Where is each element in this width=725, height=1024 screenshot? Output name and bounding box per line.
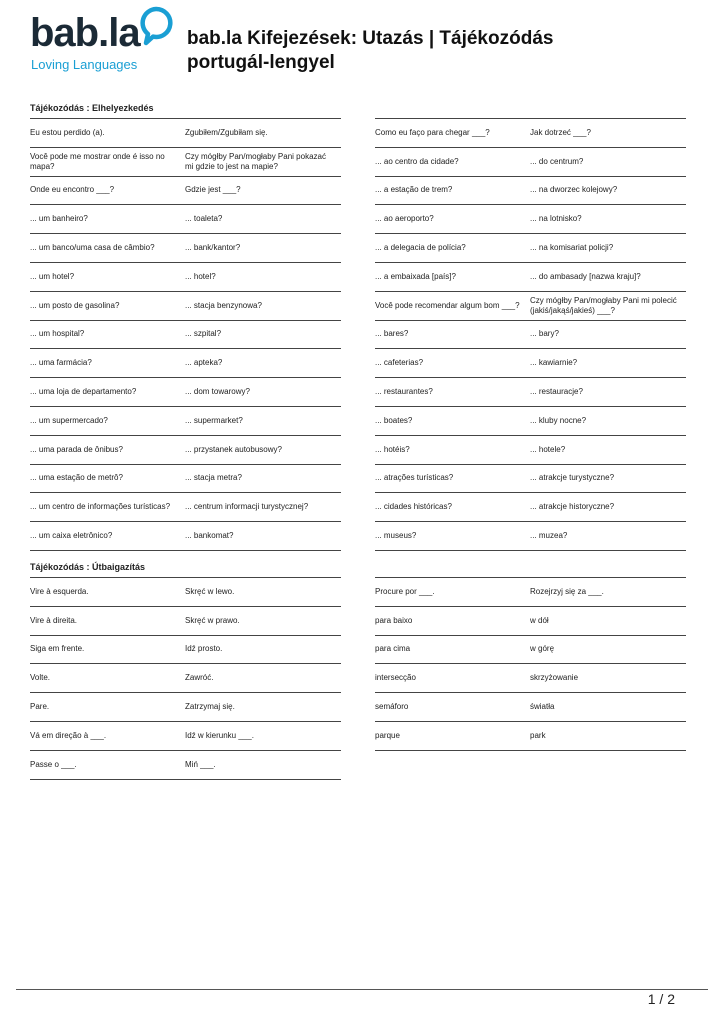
portuguese-phrase: ... ao aeroporto? <box>375 214 434 224</box>
polish-phrase: ... bary? <box>530 329 559 339</box>
polish-phrase: ... dom towarowy? <box>185 387 250 397</box>
portuguese-phrase: Siga em frente. <box>30 644 85 654</box>
portuguese-phrase: parque <box>375 730 400 740</box>
phrase-row <box>375 321 686 350</box>
portuguese-phrase: para cima <box>375 644 411 654</box>
portuguese-phrase: ... bares? <box>375 329 409 339</box>
logo-tagline: Loving Languages <box>31 57 138 72</box>
portuguese-phrase: ... um centro de informações turísticas? <box>30 502 171 512</box>
phrase-row <box>30 436 341 465</box>
title-line-2: portugál-lengyel <box>187 52 335 73</box>
portuguese-phrase: Como eu faço para chegar ___? <box>375 127 490 137</box>
phrase-row <box>30 292 341 321</box>
polish-phrase: w dół <box>530 615 549 625</box>
phrase-row <box>375 234 686 263</box>
phrase-row <box>375 722 686 751</box>
polish-phrase: ... stacja metra? <box>185 473 242 483</box>
polish-phrase: ... do centrum? <box>530 156 584 166</box>
portuguese-phrase: Você pode me mostrar onde é isso no mapa? <box>30 151 165 171</box>
polish-phrase: ... restauracje? <box>530 387 583 397</box>
portuguese-phrase: ... cidades históricas? <box>375 502 452 512</box>
phrase-row <box>30 321 341 350</box>
polish-phrase: ... do ambasady [nazwa kraju]? <box>530 271 641 281</box>
portuguese-phrase: Vire à direita. <box>30 615 77 625</box>
polish-phrase: ... apteka? <box>185 358 223 368</box>
portuguese-phrase: intersecção <box>375 673 416 683</box>
phrase-row <box>375 177 686 206</box>
phrase-row <box>30 263 341 292</box>
polish-phrase: ... na dworzec kolejowy? <box>530 185 618 195</box>
polish-phrase: ... bankomat? <box>185 531 234 541</box>
polish-phrase: Idź w kierunku ___. <box>185 730 254 740</box>
footer-divider <box>16 989 708 990</box>
phrase-row <box>375 607 686 636</box>
portuguese-phrase: ... hotéis? <box>375 444 410 454</box>
phrase-row <box>375 664 686 693</box>
polish-phrase: ... atrakcje historyczne? <box>530 502 615 512</box>
phrase-row <box>375 436 686 465</box>
polish-phrase: Skręć w lewo. <box>185 586 235 596</box>
phrase-row <box>375 407 686 436</box>
polish-phrase: ... bank/kantor? <box>185 243 241 253</box>
phrase-row <box>30 234 341 263</box>
phrase-row <box>30 148 341 177</box>
title-line-1: bab.la Kifejezések: Utazás | Tájékozódás <box>187 28 554 49</box>
portuguese-phrase: ... um banco/uma casa de câmbio? <box>30 243 155 253</box>
polish-phrase: ... szpital? <box>185 329 222 339</box>
phrase-row <box>30 465 341 494</box>
portuguese-phrase: ... a delegacia de polícia? <box>375 243 466 253</box>
polish-phrase: ... supermarket? <box>185 415 243 425</box>
polish-phrase: ... toaleta? <box>185 214 223 224</box>
portuguese-phrase: ... boates? <box>375 415 413 425</box>
portuguese-phrase: Vire à esquerda. <box>30 586 89 596</box>
phrase-row <box>375 693 686 722</box>
polish-phrase: park <box>530 730 546 740</box>
portuguese-phrase: ... restaurantes? <box>375 387 433 397</box>
phrase-row <box>30 493 341 522</box>
phrase-row <box>30 349 341 378</box>
phrase-row <box>30 378 341 407</box>
polish-phrase: ... centrum informacji turystycznej? <box>185 502 309 512</box>
phrase-row <box>30 205 341 234</box>
phrase-row <box>30 522 341 551</box>
phrase-row <box>30 693 341 722</box>
polish-phrase: ... stacja benzynowa? <box>185 300 262 310</box>
polish-phrase: ... kawiarnie? <box>530 358 578 368</box>
phrase-row <box>30 119 341 148</box>
polish-phrase: ... na lotnisko? <box>530 214 582 224</box>
portuguese-phrase: para baixo <box>375 615 413 625</box>
portuguese-phrase: ... um hotel? <box>30 271 75 281</box>
polish-phrase: Czy mógłby Pan/mogłaby Pani mi polecić (jakiś/jakąś/jakieś) ___? <box>530 295 677 315</box>
portuguese-phrase: Volte. <box>30 673 51 683</box>
portuguese-phrase: ... uma loja de departamento? <box>30 387 137 397</box>
portuguese-phrase: ... cafeterias? <box>375 358 424 368</box>
polish-phrase: ... muzea? <box>530 531 568 541</box>
portuguese-phrase: semáforo <box>375 702 409 712</box>
portuguese-phrase: ... uma farmácia? <box>30 358 92 368</box>
portuguese-phrase: ... atrações turísticas? <box>375 473 454 483</box>
portuguese-phrase: ... uma parada de ônibus? <box>30 444 123 454</box>
polish-phrase: światła <box>530 702 555 712</box>
polish-phrase: Jak dotrzeć ___? <box>530 127 591 137</box>
phrase-row <box>375 465 686 494</box>
portuguese-phrase: ... um posto de gasolina? <box>30 300 120 310</box>
portuguese-phrase: ... um hospital? <box>30 329 85 339</box>
portuguese-phrase: ... um banheiro? <box>30 214 88 224</box>
phrase-row <box>375 263 686 292</box>
phrase-row <box>375 205 686 234</box>
phrase-row <box>30 636 341 665</box>
phrase-row <box>375 522 686 551</box>
polish-phrase: Idź prosto. <box>185 644 223 654</box>
portuguese-phrase: ... uma estação de metrô? <box>30 473 123 483</box>
page-title <box>187 27 607 75</box>
portuguese-phrase: ... um caixa eletrônico? <box>30 531 113 541</box>
polish-phrase: Skręć w prawo. <box>185 615 240 625</box>
phrase-row <box>30 578 341 607</box>
phrase-row <box>30 177 341 206</box>
section-heading: Tájékozódás : Elhelyezkedés <box>30 103 154 113</box>
polish-phrase: ... hotel? <box>185 271 216 281</box>
polish-phrase: w górę <box>530 644 555 654</box>
polish-phrase: Zgubiłem/Zgubiłam się. <box>185 127 268 137</box>
portuguese-phrase: Eu estou perdido (a). <box>30 127 105 137</box>
phrase-row <box>30 751 341 780</box>
phrase-row <box>375 636 686 665</box>
polish-phrase: Czy mógłby Pan/mogłaby Pani pokazać mi gdzie to jest na mapie? <box>185 151 326 171</box>
portuguese-phrase: ... a embaixada [país]? <box>375 271 456 281</box>
polish-phrase: ... przystanek autobusowy? <box>185 444 282 454</box>
phrase-row <box>375 349 686 378</box>
phrase-row <box>375 578 686 607</box>
phrase-row <box>375 493 686 522</box>
page-number: 1 / 2 <box>647 991 675 1007</box>
phrase-row <box>30 607 341 636</box>
phrase-row <box>375 378 686 407</box>
portuguese-phrase: Onde eu encontro ___? <box>30 185 115 195</box>
polish-phrase: skrzyżowanie <box>530 673 579 683</box>
portuguese-phrase: Você pode recomendar algum bom ___? <box>375 300 520 310</box>
portuguese-phrase: ... a estação de trem? <box>375 185 453 195</box>
polish-phrase: ... na komisariat policji? <box>530 243 614 253</box>
phrase-row <box>30 407 341 436</box>
portuguese-phrase: ... museus? <box>375 531 417 541</box>
section-heading: Tájékozódás : Útbaigazítás <box>30 562 146 572</box>
babla-logo[interactable] <box>30 6 172 76</box>
polish-phrase: ... atrakcje turystyczne? <box>530 473 615 483</box>
speech-bubble-icon <box>138 6 174 46</box>
logo-wordmark: bab.la <box>30 11 140 55</box>
polish-phrase: ... hotele? <box>530 444 566 454</box>
polish-phrase: Zawróć. <box>185 673 214 683</box>
portuguese-phrase: Pare. <box>30 702 50 712</box>
polish-phrase: Gdzie jest ___? <box>185 185 241 195</box>
portuguese-phrase: ... um supermercado? <box>30 415 108 425</box>
polish-phrase: Zatrzymaj się. <box>185 702 235 712</box>
portuguese-phrase: ... ao centro da cidade? <box>375 156 459 166</box>
polish-phrase: ... kluby nocne? <box>530 415 587 425</box>
phrase-row <box>30 664 341 693</box>
polish-phrase: Rozejrzyj się za ___. <box>530 586 604 596</box>
portuguese-phrase: Vá em direção à ___. <box>30 730 107 740</box>
portuguese-phrase: Procure por ___. <box>375 586 435 596</box>
phrase-row <box>375 119 686 148</box>
portuguese-phrase: Passe o ___. <box>30 759 77 769</box>
polish-phrase: Miń ___. <box>185 759 216 769</box>
phrase-row <box>375 148 686 177</box>
phrase-row <box>375 292 686 321</box>
phrase-row <box>30 722 341 751</box>
